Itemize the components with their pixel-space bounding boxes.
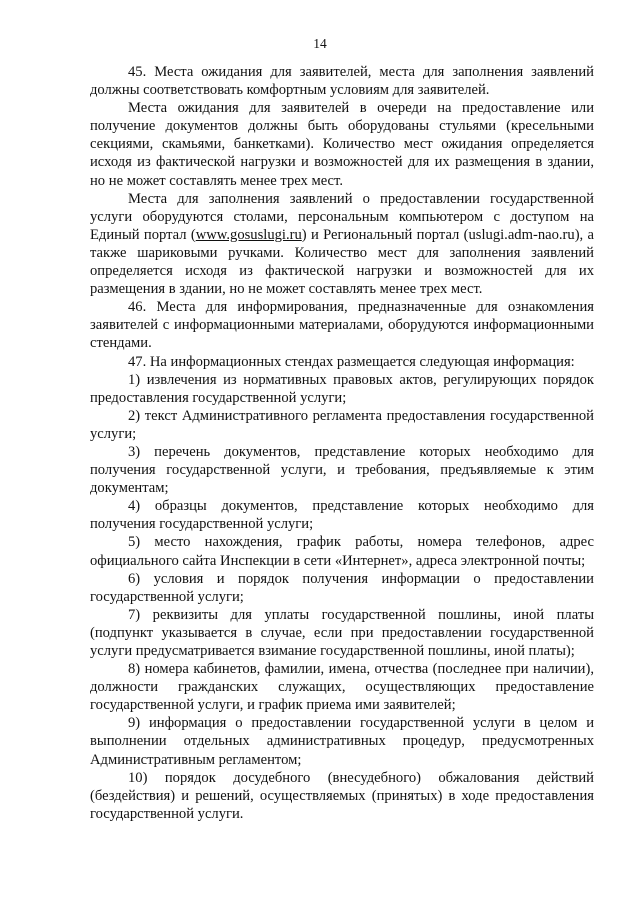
page-number: 14 xyxy=(313,36,327,51)
list-item-7: 7) реквизиты для уплаты государственной пошлины, иной платы (подпункт указывается в случае, если при предоставлении государственной услуги предусматривается взимание государственной пошлины, иной платы); xyxy=(90,606,594,659)
list-item-3: 3) перечень документов, представление которых необходимо для получения государственной услуги, и требования, предъявляемые к этим документам; xyxy=(90,443,594,497)
paragraph-filling-places-text-end: ) и Региональный портал (uslugi.adm-nao.ru), а также шариковыми ручками. Количество мест для заполнения заявлений определяется исходя из фактической нагрузки и возможностей для их размещения в здании, но не может составлять менее трех мест. xyxy=(90,226,594,298)
paragraph-waiting-places: Места ожидания для заявителей в очереди на предоставление или получение документов должны быть оборудованы стульями (кресельными секциями, скамьями, банкетками). Количество мест ожидания определяется исходя из фактической нагрузки и возможностей для их размещения в здании, но не может составлять менее трех мест. xyxy=(90,100,594,189)
list-item-2: 2) текст Административного регламента предоставления государственной услуги; xyxy=(90,407,594,442)
document-body xyxy=(90,63,594,823)
list-item-8: 8) номера кабинетов, фамилии, имена, отчества (последнее при наличии), должности гражданских служащих, осуществляющих предоставление государственной услуги, и график приема ими заявителей; xyxy=(90,661,594,714)
list-item-10: 10) порядок досудебного (внесудебного) обжалования действий (бездействия) и решений, осуществляемых (принятых) в ходе предоставления государственной услуги. xyxy=(90,769,594,822)
paragraph-47: 47. На информационных стендах размещается следующая информация: xyxy=(128,353,575,370)
paragraph-45: 45. Места ожидания для заявителей, места для заполнения заявлений должны соответствовать комфортным условиям для заявителей. xyxy=(90,64,594,99)
list-item-9: 9) информация о предоставлении государственной услуги в целом и выполнении отдельных административных процедур, предусмотренных Административным регламентом; xyxy=(90,715,594,768)
list-item-6: 6) условия и порядок получения информации о предоставлении государственной услуги; xyxy=(90,570,594,605)
list-item-5: 5) место нахождения, график работы, номера телефонов, адрес официального сайта Инспекции в сети «Интернет», адреса электронной почты; xyxy=(90,534,594,569)
paragraph-filling-places-text-start: Места для заполнения заявлений о предоставлении государственной услуги оборудуются столами, персональным компьютером с доступом на Единый портал ( xyxy=(90,190,594,243)
list-item-1: 1) извлечения из нормативных правовых актов, регулирующих порядок предоставления государственной услуги; xyxy=(90,371,594,406)
paragraph-46: 46. Места для информирования, предназначенные для ознакомления заявителей с информационными материалами, оборудуются информационными стендами. xyxy=(90,299,594,352)
gosuslugi-link[interactable]: www.gosuslugi.ru xyxy=(195,226,302,243)
list-item-4: 4) образцы документов, представление которых необходимо для получения государственной услуги; xyxy=(90,498,594,533)
paragraph-filling-places xyxy=(90,190,594,299)
